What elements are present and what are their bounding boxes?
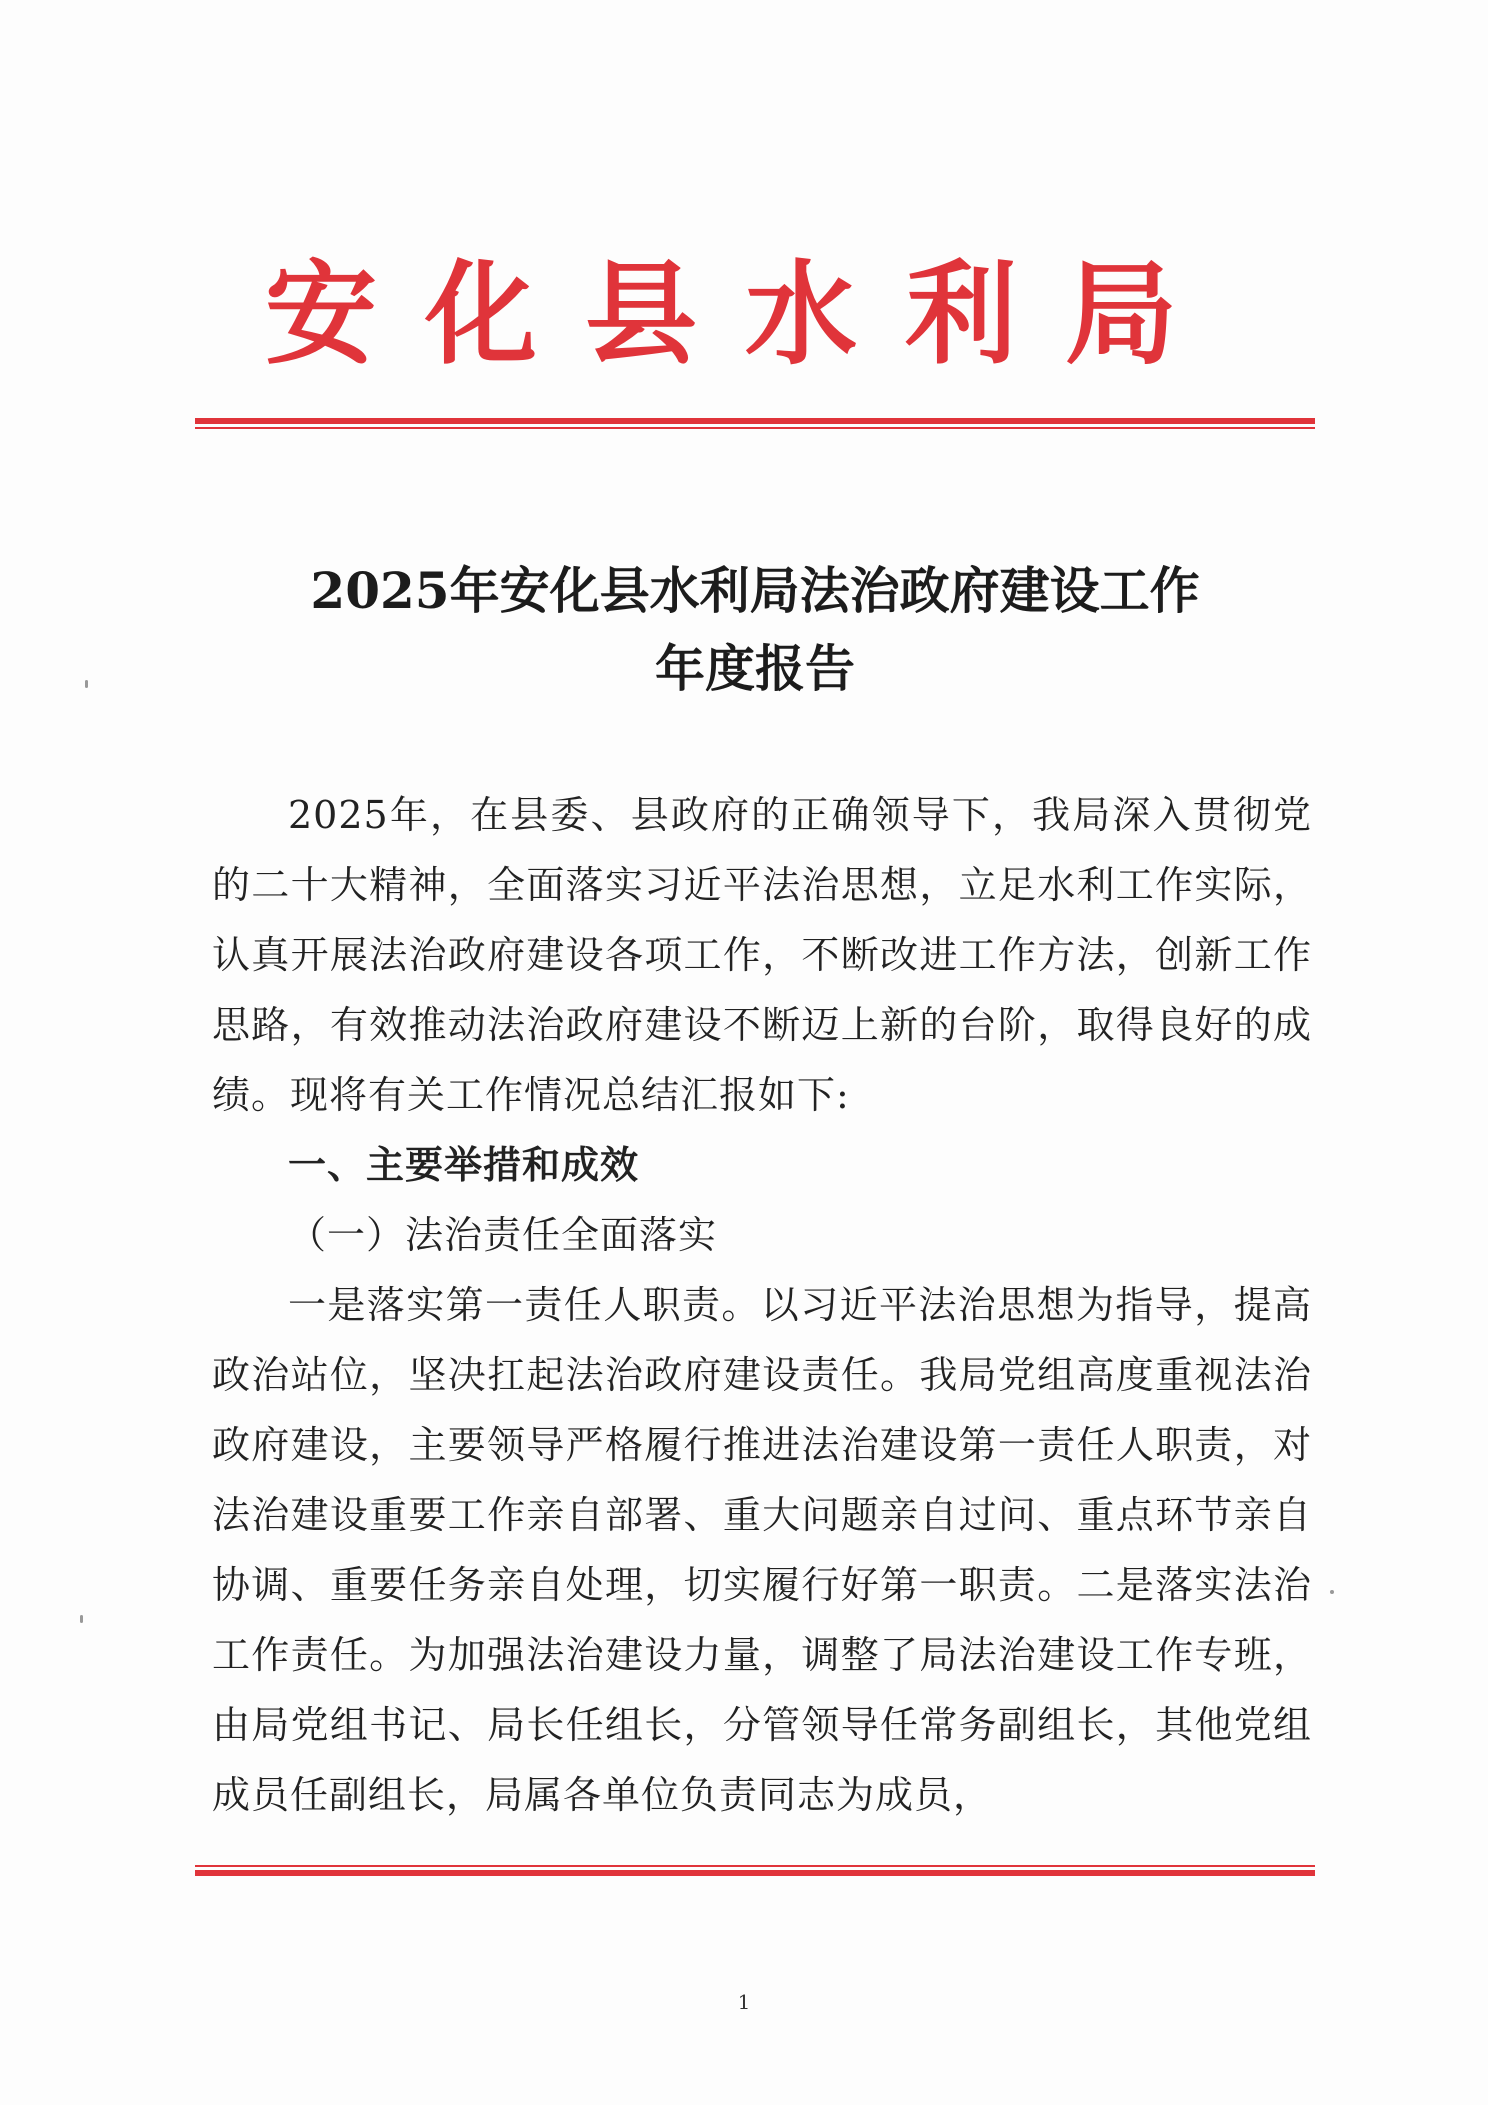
page-number: 1: [737, 1990, 751, 2014]
divider-thick-line: [195, 418, 1315, 424]
document-title-line2: 年度报告: [655, 639, 855, 698]
footer-divider-thick-line: [195, 1870, 1315, 1876]
document-title-line1: 2025年安化县水利局法治政府建设工作: [310, 561, 1200, 620]
footer-divider-thin-line: [195, 1865, 1315, 1867]
document-body: [212, 780, 1312, 1830]
subsection1-paragraph: 一是落实第一责任人职责。以习近平法治思想为指导，提高政治站位，坚决扛起法治政府建设责任。我局党组高度重视法治政府建设，主要领导严格履行推进法治建设第一责任人职责，对法治建设重要工作亲自部署、重大问题亲自过问、重点环节亲自协调、重要任务亲自处理，切实履行好第一职责。二是落实法治工作责任。为加强法治建设力量，调整了局法治建设工作专班，由局党组书记、局长任组长，分管领导任常务副组长，其他党组成员任副组长，局属各单位负责同志为成员，: [212, 1283, 1312, 1817]
intro-paragraph: 2025年，在县委、县政府的正确领导下，我局深入贯彻党的二十大精神，全面落实习近平法治思想，立足水利工作实际，认真开展法治政府建设各项工作，不断改进工作方法，创新工作思路，有效推动法治政府建设不断迈上新的台阶，取得良好的成绩。现将有关工作情况总结汇报如下:: [212, 793, 1312, 1117]
footer-divider: [195, 1865, 1315, 1879]
scan-speck: [1330, 1590, 1334, 1594]
masthead-org-name: 安化县水利局: [265, 249, 1225, 380]
scan-speck: [80, 1615, 83, 1623]
subsection1-heading: （一）法治责任全面落实: [288, 1213, 718, 1257]
masthead-divider: [195, 418, 1315, 432]
scan-speck: [85, 680, 88, 688]
divider-thin-line: [195, 427, 1315, 429]
section1-heading: 一、主要举措和成效: [288, 1143, 640, 1187]
